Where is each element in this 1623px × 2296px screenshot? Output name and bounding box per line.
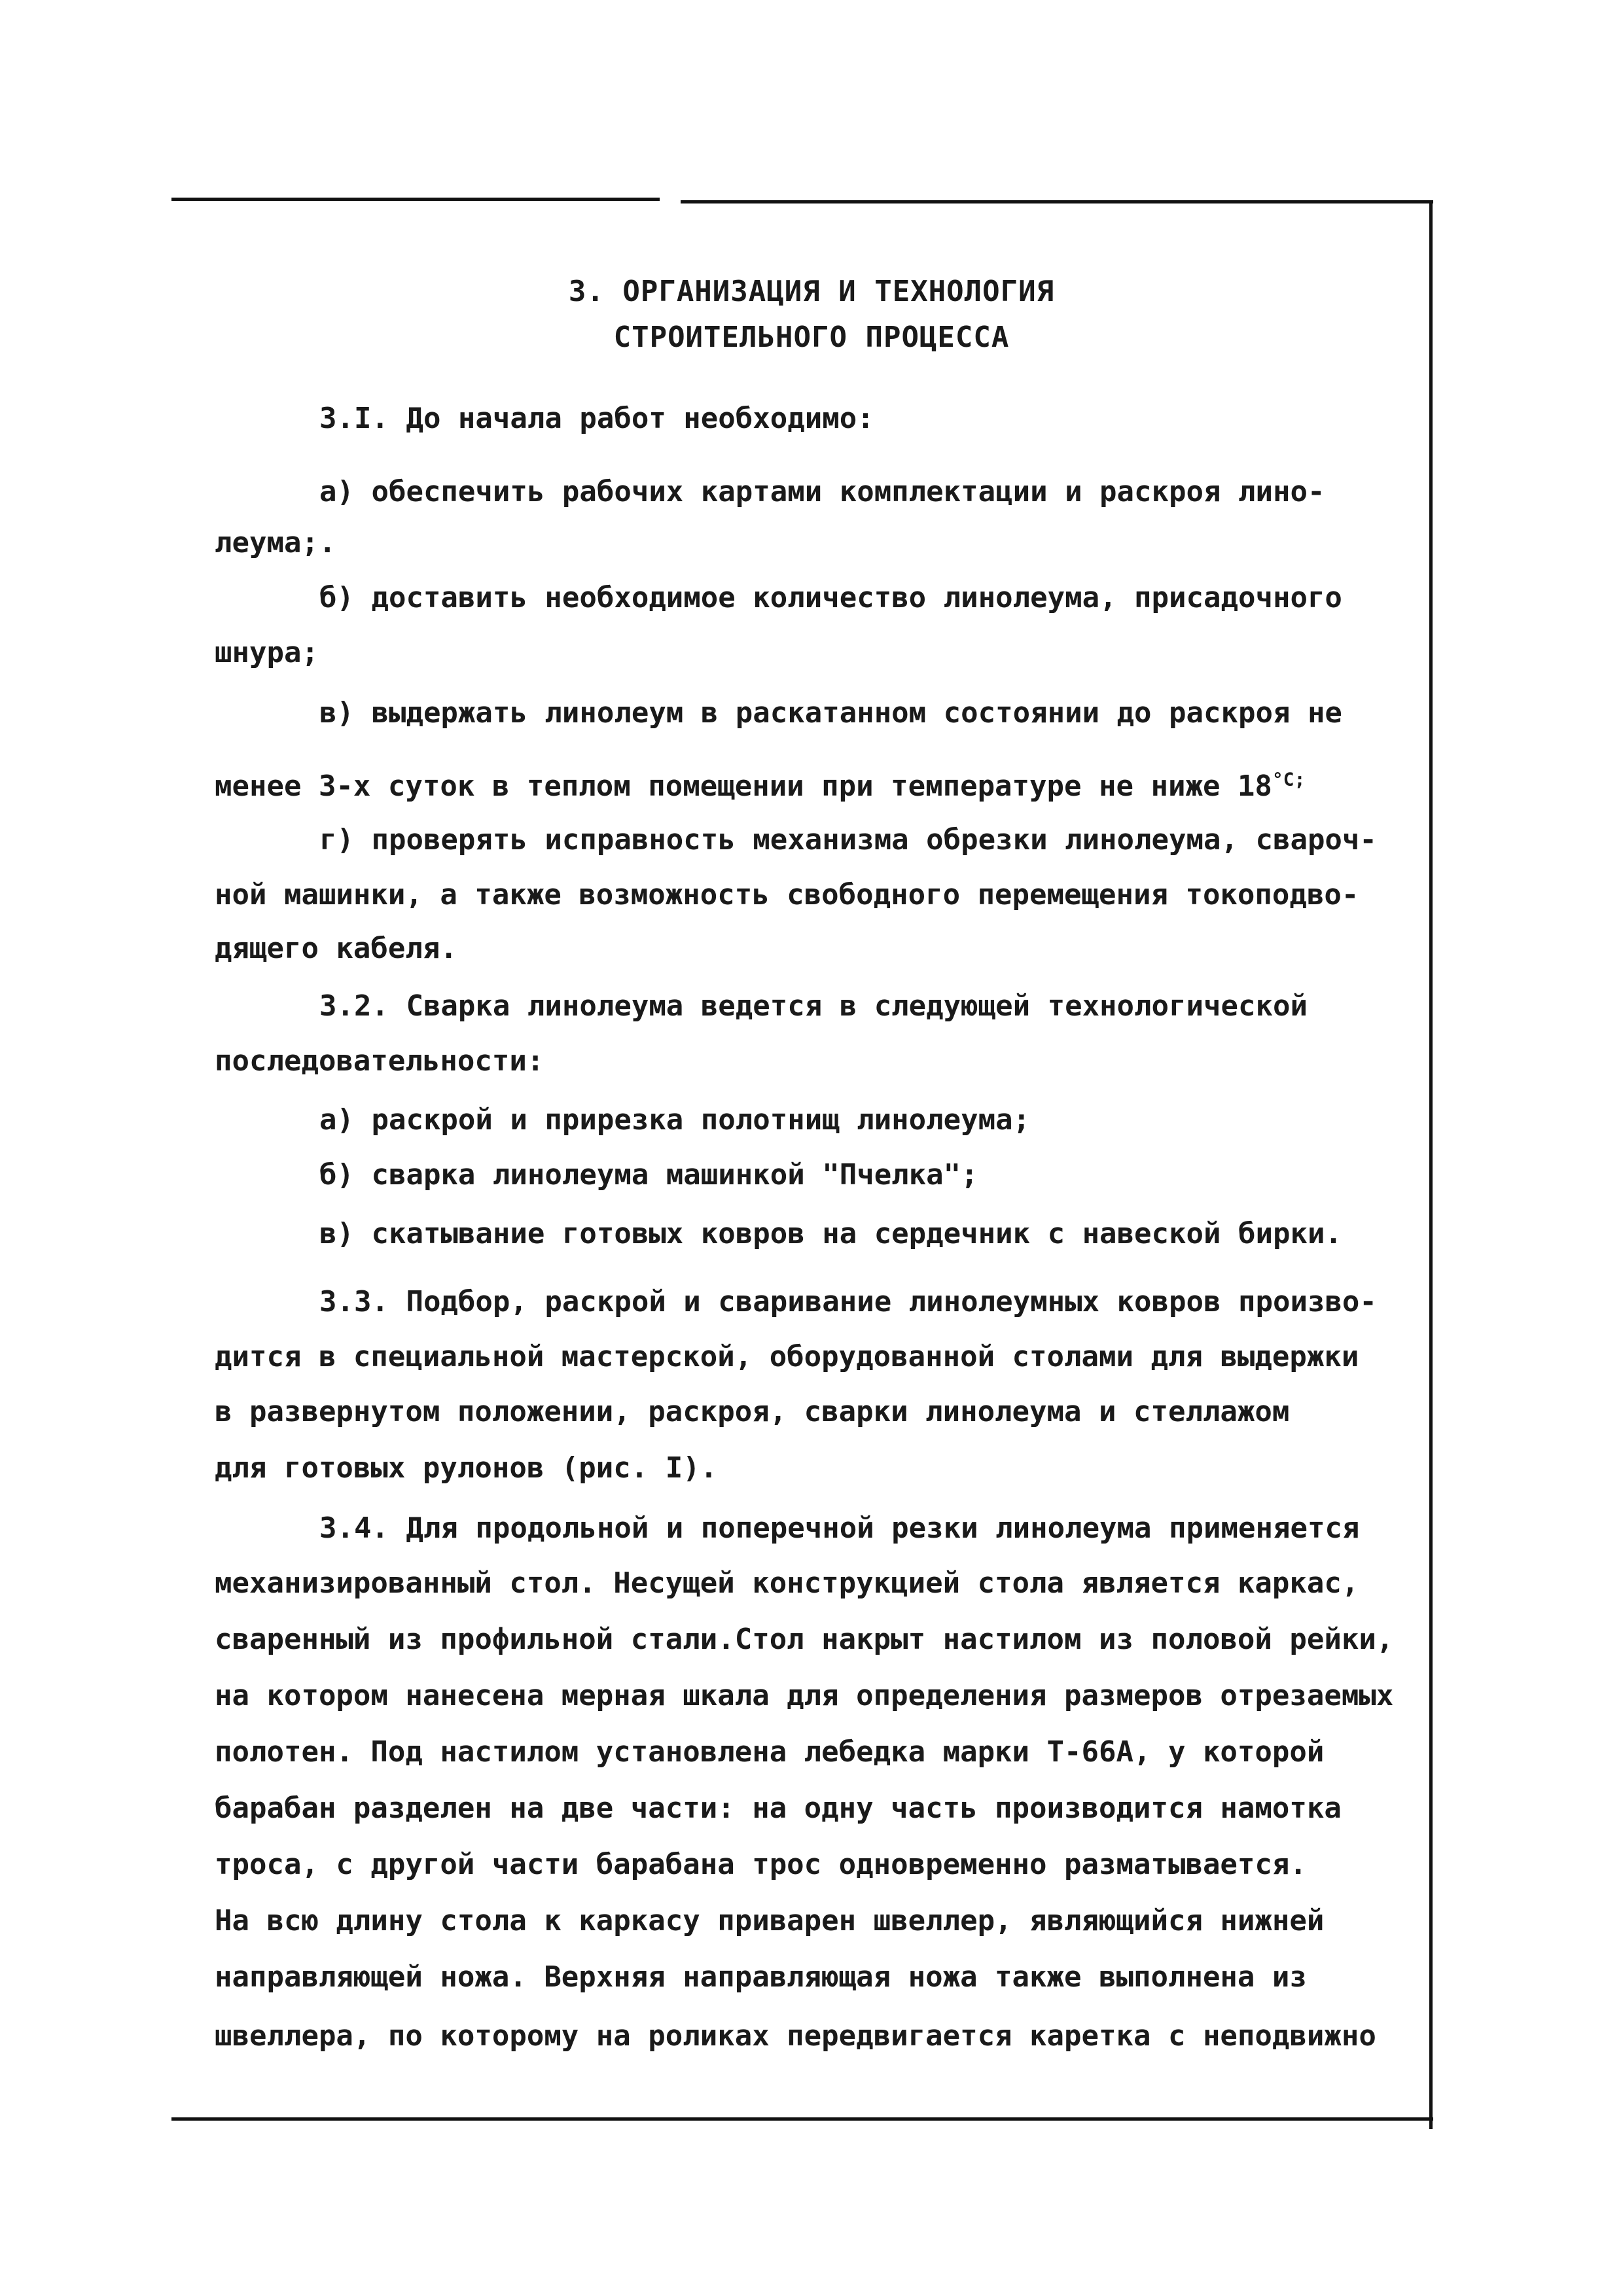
item-b-line-2: шнура;: [215, 636, 319, 669]
step-b-line: б) сварка линолеума машинкой "Пчелка";: [319, 1158, 978, 1192]
paragraph-3-1-line: 3.I. До начала работ необходимо:: [319, 402, 874, 435]
item-g-line-2: ной машинки, а также возможность свободного перемещения токоподво-: [215, 878, 1359, 911]
item-v-line-1: в) выдержать линолеум в раскатанном состоянии до раскроя не: [319, 696, 1342, 730]
step-v-line: в) скатывание готовых ковров на сердечник с навеской бирки.: [319, 1217, 1342, 1250]
degree-celsius-superscript: °C;: [1272, 768, 1306, 790]
item-a-line-1: а) обеспечить рабочих картами комплектации и раскроя лино-: [319, 475, 1325, 508]
item-a-line-2: леума;.: [215, 526, 336, 559]
paragraph-3-3-line-4: для готовых рулонов (рис. I).: [215, 1451, 718, 1485]
frame-bottom-rule: [171, 2117, 1433, 2121]
paragraph-3-4-line-2: механизированный стол. Несущей конструкцией стола является каркас,: [215, 1566, 1359, 1600]
paragraph-3-3-line-2: дится в специальной мастерской, оборудованной столами для выдержки: [215, 1340, 1359, 1373]
paragraph-3-4-line-3: сваренный из профильной стали.Стол накрыт настилом из половой рейки,: [215, 1623, 1394, 1656]
paragraph-3-4-line-4: на котором нанесена мерная шкала для определения размеров отрезаемых: [215, 1679, 1394, 1712]
paragraph-3-4-line-5: полотен. Под настилом установлена лебедка марки Т-66А, у которой: [215, 1735, 1325, 1769]
frame-top-rule-left: [171, 198, 660, 201]
frame-top-rule-right: [681, 200, 1433, 203]
paragraph-3-4-line-1: 3.4. Для продольной и поперечной резки линолеума применяется: [319, 1511, 1360, 1545]
paragraph-3-3-line-3: в развернутом положении, раскроя, сварки линолеума и стеллажом: [215, 1395, 1290, 1428]
item-b-line-1: б) доставить необходимое количество линолеума, присадочного: [319, 581, 1342, 614]
section-heading-line-1: 3. ОРГАНИЗАЦИЯ И ТЕХНОЛОГИЯ: [568, 275, 1055, 308]
step-a-line: а) раскрой и прирезка полотнищ линолеума;: [319, 1103, 1031, 1137]
paragraph-3-2-line-2: последовательности:: [215, 1044, 544, 1078]
frame-right-rule: [1429, 200, 1433, 2129]
paragraph-3-4-line-8: На всю длину стола к каркасу приварен швеллер, являющийся нижней: [215, 1904, 1325, 1937]
section-heading-line-2: СТРОИТЕЛЬНОГО ПРОЦЕССА: [613, 321, 1010, 354]
item-v-line-2: [215, 768, 1306, 803]
paragraph-3-4-line-10: швеллера, по которому на роликах передвигается каретка с неподвижно: [215, 2019, 1376, 2053]
paragraph-3-4-line-7: троса, с другой части барабана трос одновременно разматывается.: [215, 1848, 1307, 1881]
paragraph-3-2-line-1: 3.2. Сварка линолеума ведется в следующей технологической: [319, 989, 1308, 1023]
item-g-line-1: г) проверять исправность механизма обрезки линолеума, свароч-: [319, 823, 1377, 857]
paragraph-3-4-line-6: барабан разделен на две части: на одну часть производится намотка: [215, 1792, 1342, 1825]
item-v-line-2-text: менее 3-х суток в теплом помещении при температуре не ниже 18: [215, 769, 1272, 803]
item-g-line-3: дящего кабеля.: [215, 932, 457, 965]
paragraph-3-4-line-9: направляющей ножа. Верхняя направляющая ножа также выполнена из: [215, 1960, 1307, 1994]
paragraph-3-3-line-1: 3.3. Подбор, раскрой и сваривание линолеумных ковров произво-: [319, 1285, 1377, 1318]
